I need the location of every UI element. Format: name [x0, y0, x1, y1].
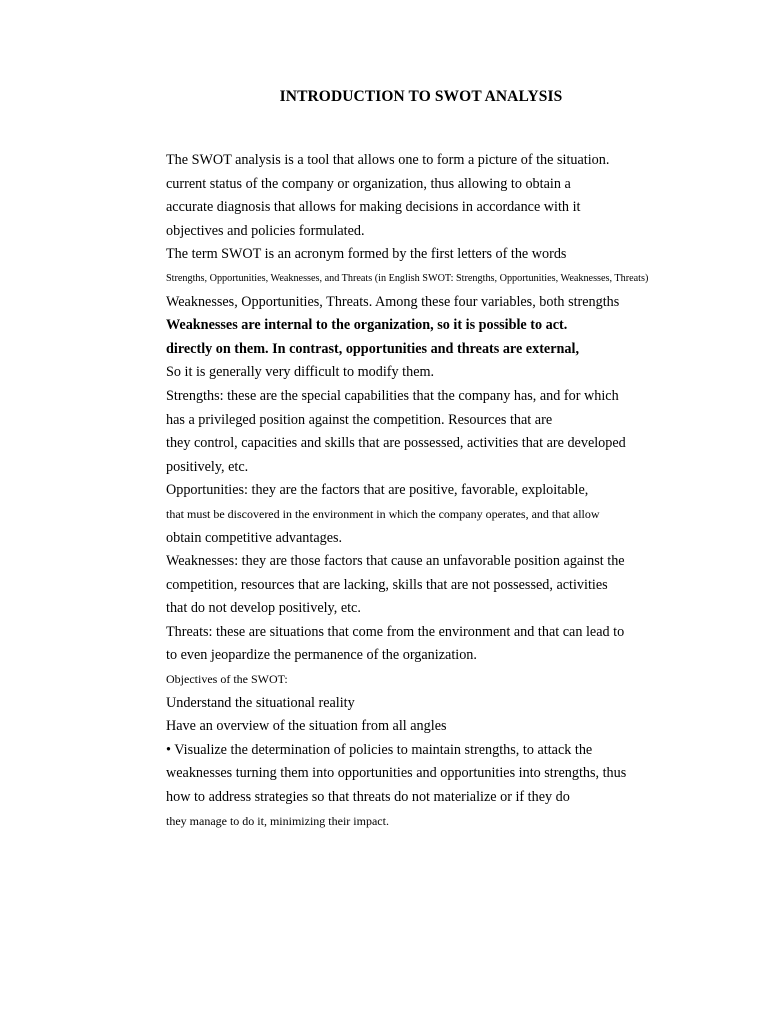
paragraph-line: weaknesses turning them into opportunities and opportunities into strengths, thus — [166, 765, 627, 782]
document-body — [166, 149, 666, 833]
paragraph-line: Strengths: these are the special capabilities that the company has, and for which — [166, 387, 619, 404]
paragraph-line: has a privileged position against the competition. Resources that are — [166, 411, 553, 428]
document-title: INTRODUCTION TO SWOT ANALYSIS — [279, 88, 563, 105]
paragraph-line: to even jeopardize the permanence of the organization. — [166, 647, 477, 664]
paragraph-line: Understand the situational reality — [166, 694, 355, 711]
paragraph-line: Objectives of the SWOT: — [166, 672, 288, 687]
paragraph-line: directly on them. In contrast, opportunities and threats are external, — [166, 340, 579, 357]
paragraph-line: positively, etc. — [166, 458, 249, 475]
paragraph-line: that must be discovered in the environment in which the company operates, and that allow — [166, 506, 600, 521]
paragraph-line: • Visualize the determination of policies to maintain strengths, to attack the — [166, 741, 593, 758]
paragraph-line: accurate diagnosis that allows for making decisions in accordance with it — [166, 199, 581, 216]
paragraph-line: The term SWOT is an acronym formed by the first letters of the words — [166, 246, 567, 263]
paragraph-line: objectives and policies formulated. — [166, 222, 365, 239]
paragraph-line: So it is generally very difficult to modify them. — [166, 364, 435, 381]
paragraph-line: that do not develop positively, etc. — [166, 600, 361, 617]
paragraph-line: they manage to do it, minimizing their impact. — [166, 813, 389, 828]
paragraph-line: The SWOT analysis is a tool that allows one to form a picture of the situation. — [166, 152, 610, 168]
paragraph-line: current status of the company or organization, thus allowing to obtain a — [166, 175, 571, 192]
paragraph-line: Strengths, Opportunities, Weaknesses, and Threats (in English SWOT: Strengths, Opportunities, Weaknesses, Threats) — [166, 272, 649, 284]
paragraph-line: Weaknesses, Opportunities, Threats. Among these four variables, both strengths — [166, 293, 620, 310]
paragraph-line: Opportunities: they are the factors that are positive, favorable, exploitable, — [166, 482, 589, 499]
paragraph-line: Have an overview of the situation from all angles — [166, 718, 447, 735]
paragraph-line: Weaknesses: they are those factors that cause an unfavorable position against the — [166, 553, 625, 570]
paragraph-line: they control, capacities and skills that are possessed, activities that are developed — [166, 435, 626, 452]
paragraph-line: competition, resources that are lacking, skills that are not possessed, activities — [166, 576, 608, 593]
paragraph-line: obtain competitive advantages. — [166, 529, 343, 546]
paragraph-line: Threats: these are situations that come from the environment and that can lead to — [166, 623, 625, 640]
paragraph-line: Weaknesses are internal to the organization, so it is possible to act. — [166, 317, 568, 334]
paragraph-line: how to address strategies so that threats do not materialize or if they do — [166, 789, 570, 806]
